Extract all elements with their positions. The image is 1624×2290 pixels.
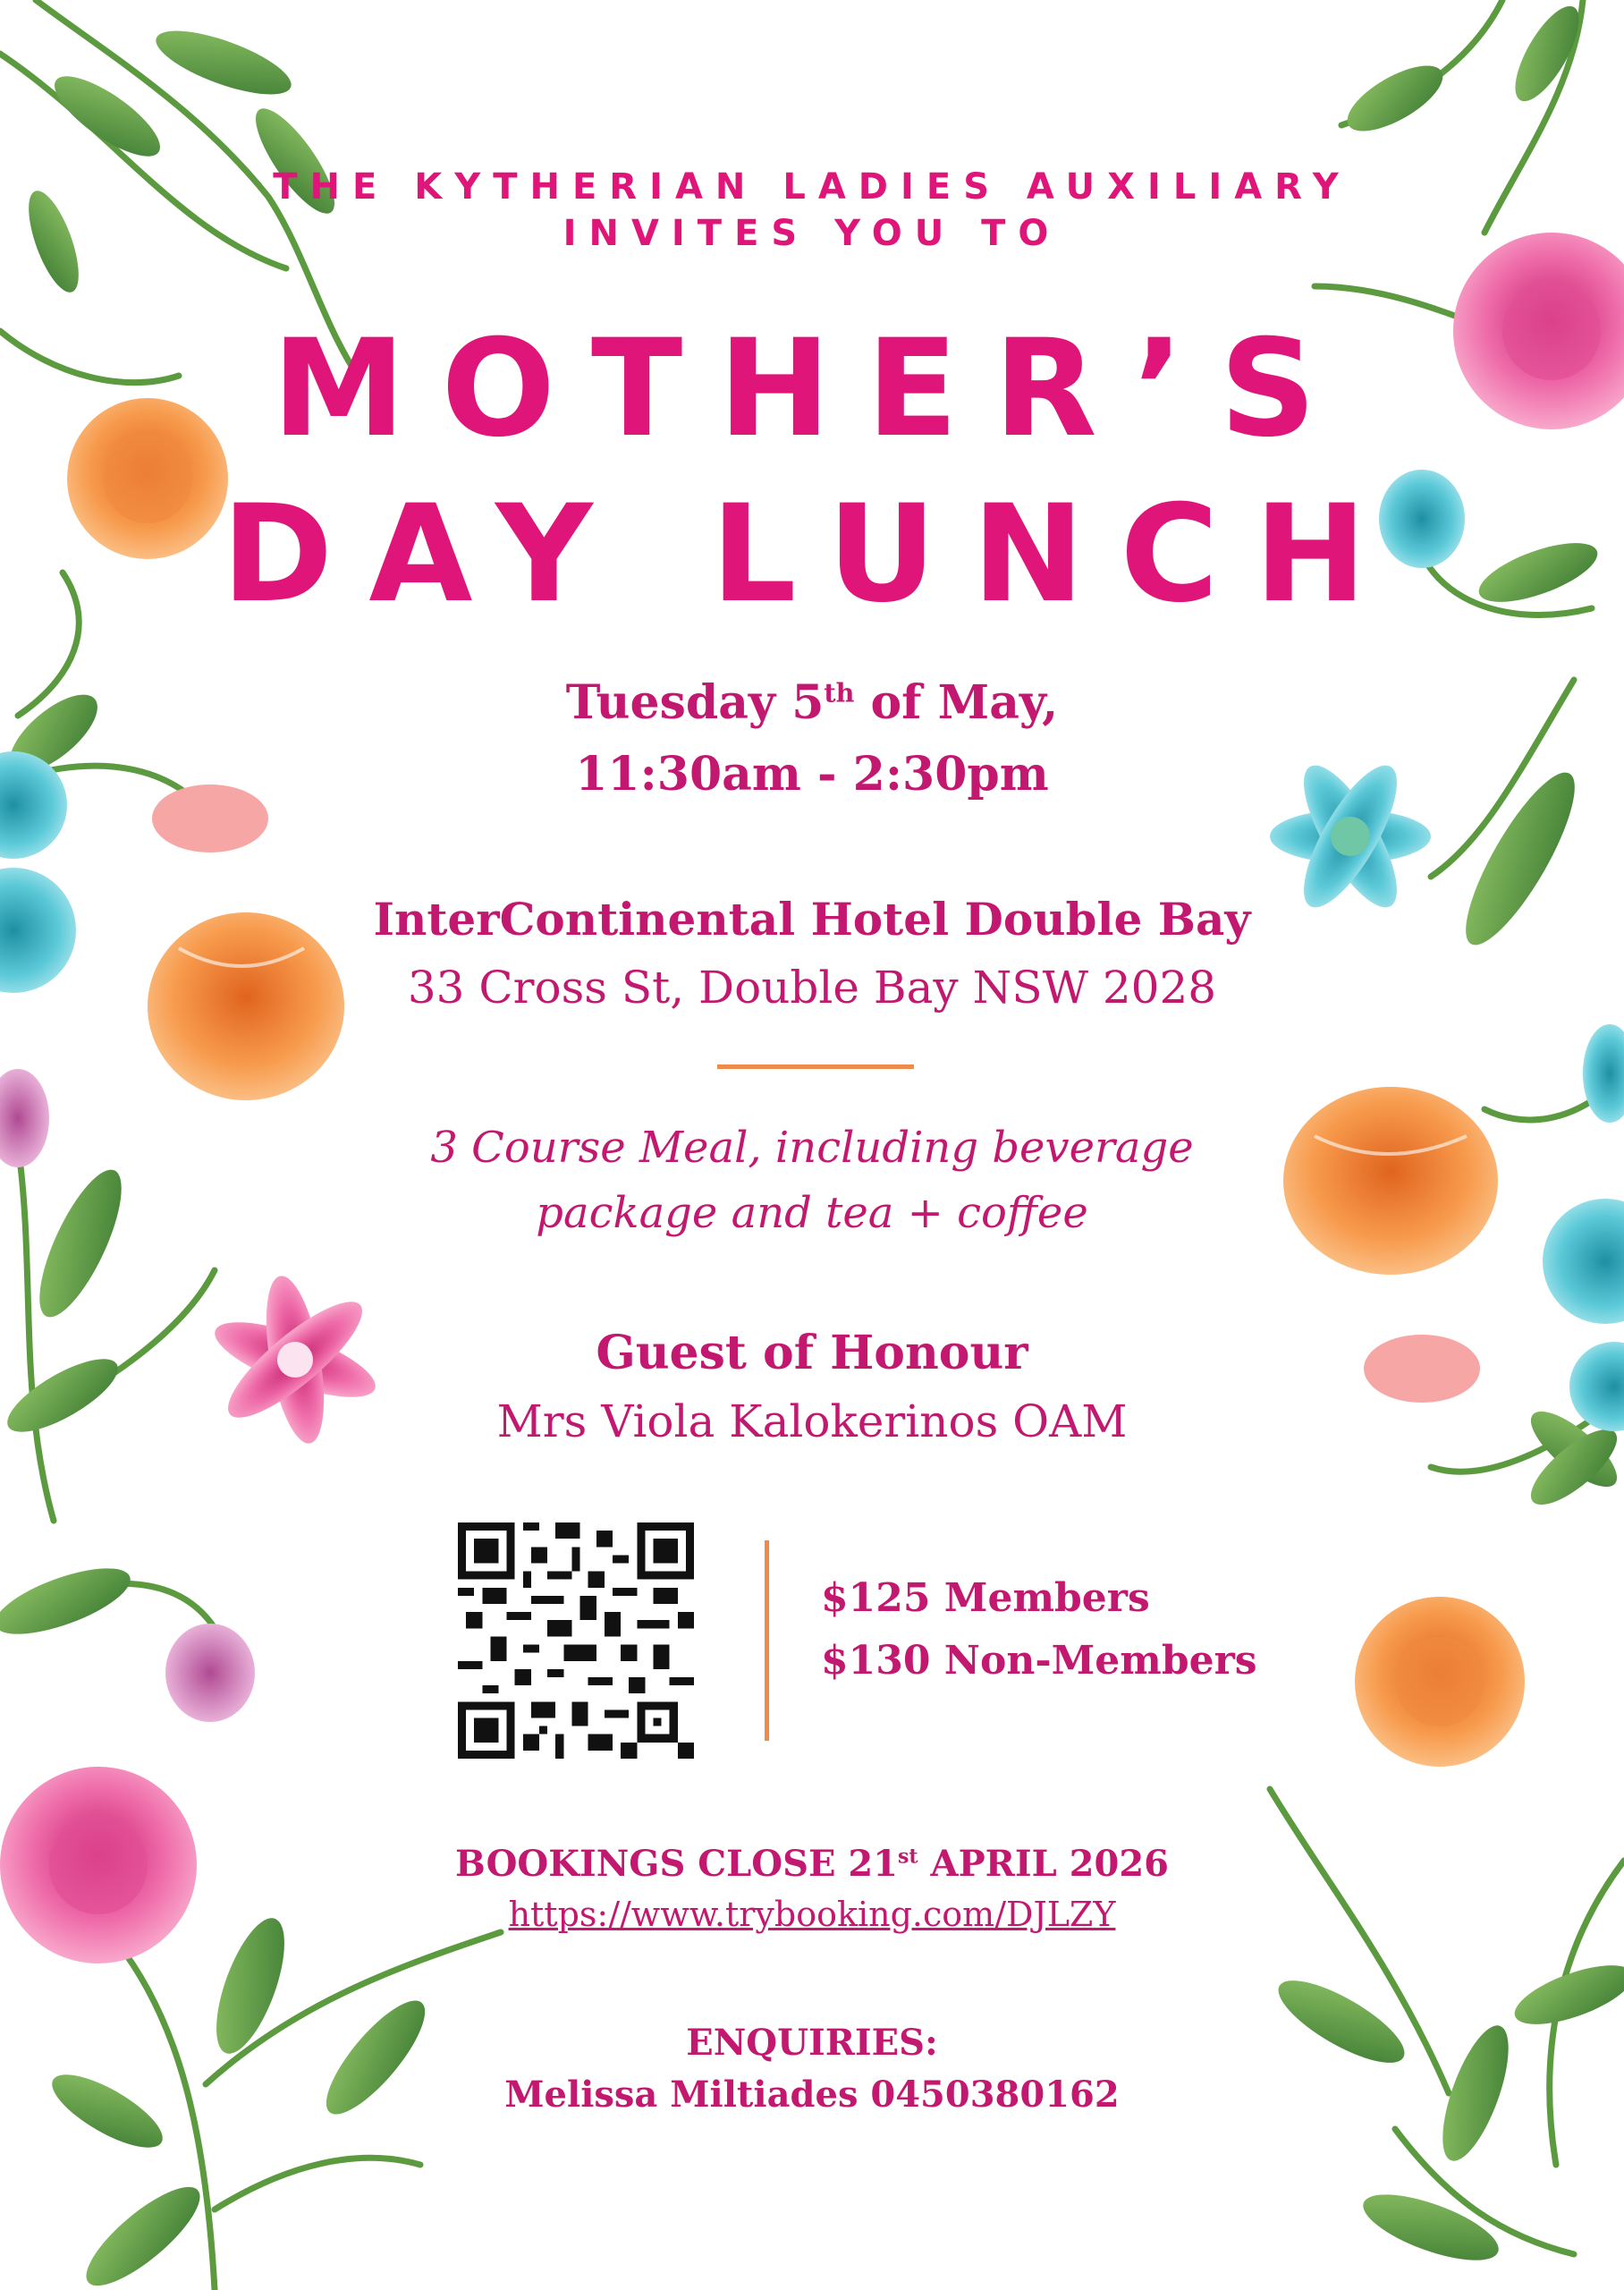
bookings-close <box>0 1843 1624 1885</box>
invites-line: INVITES YOU TO <box>562 213 1062 254</box>
booking-link-row <box>0 1895 1624 1934</box>
event-date-month: of May, <box>854 675 1059 730</box>
section-divider <box>717 1064 914 1069</box>
meal-line-1: 3 Course Meal, including beverage <box>430 1123 1194 1173</box>
guest-name: Mrs Viola Kalokerinos OAM <box>496 1395 1128 1447</box>
price-non-members: $130 Non-Members <box>821 1638 1257 1684</box>
venue-name: InterContinental Hotel Double Bay <box>373 893 1251 946</box>
meal-line-2: package and tea + coffee <box>536 1188 1088 1238</box>
qr-code[interactable] <box>458 1522 694 1759</box>
title-line-2: DAY LUNCH <box>221 477 1403 632</box>
bookings-close-suffix: st <box>898 1845 918 1869</box>
price-members: $125 Members <box>821 1575 1150 1621</box>
title-line-1: MOTHER’S <box>272 311 1352 467</box>
organiser-line: THE KYTHERIAN LADIES AUXILIARY <box>273 166 1351 208</box>
event-date <box>0 675 1624 730</box>
event-time: 11:30am - 2:30pm <box>575 747 1049 802</box>
booking-link[interactable]: https://www.trybooking.com/DJLZY <box>508 1895 1116 1934</box>
enquiries-heading: ENQUIRIES: <box>686 2022 938 2064</box>
bookings-close-prefix: BOOKINGS CLOSE 21 <box>455 1843 899 1885</box>
bookings-close-date: APRIL 2026 <box>918 1843 1169 1885</box>
pricing-divider <box>765 1540 769 1741</box>
event-date-day: Tuesday 5 <box>565 675 825 730</box>
event-date-suffix: th <box>824 677 855 708</box>
guest-heading: Guest of Honour <box>596 1326 1028 1380</box>
enquiries-contact: Melissa Miltiades 0450380162 <box>504 2074 1120 2116</box>
venue-address: 33 Cross St, Double Bay NSW 2028 <box>407 962 1217 1014</box>
pricing <box>821 1567 1257 1692</box>
